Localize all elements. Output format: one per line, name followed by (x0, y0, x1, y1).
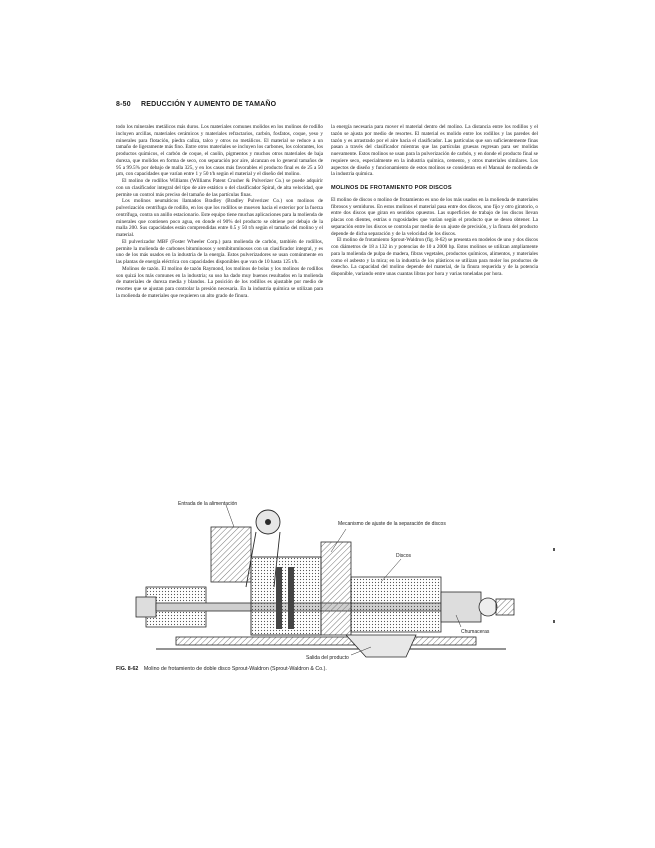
label-outlet: Salida del producto (306, 655, 349, 661)
label-adjust: Mecanismo de ajuste de la separación de discos (338, 521, 446, 527)
disc-left (276, 567, 282, 629)
paragraph: Los molinos neumáticos llamados Bradley (Bradley Pulverizer Co.) son molinos de pulverización centrífuga de rodillo, en los que los rodillos se mueven hacia el exterior por la fuerza centrífuga, contra un anillo estacionario. Este equipo tiene muchas aplicaciones para la molienda de minerales que contienen poco agua, en donde el 90% del producto se obtiene por debajo de la malla 200. Sus capacidades están comprendidas entre 0.5 y 50 t/h según el tamaño del molino y el material. (116, 198, 323, 238)
feed-hopper (211, 527, 251, 582)
disc-right (288, 567, 294, 629)
coupling (479, 598, 497, 616)
paragraph: Molinos de tazón. El molino de tazón Raymond, los molinos de bolas y los molinos de rodillos son quizá los más comunes en la industria; su uso ha dado muy buenos resultados en la molienda de materiales de dureza media y blandos. La posición de los rodillos es ajustable por medio de resortes que se ajustan para controlar la presión necesaria. En la industria química se utilizan para la molienda de materiales que requieren un alto grado de finura. (116, 265, 323, 299)
label-discs: Discos (396, 553, 412, 559)
center-column (321, 542, 351, 635)
machine-base (176, 637, 476, 645)
label-bearings: Chumaceras (461, 629, 490, 635)
paragraph: El molino de frotamiento Sprout-Waldron (fig. 8-62) se presenta en modelos de uno y dos discos con diámetros de 18 a 132 in y potencias de 10 a 2000 hp. Estos molinos se utilizan ampliamente para la molienda de pulpa de madera, fibras vegetales, productos químicos, alimentos, y materiales como el asbesto y la mica; en la industria de los plásticos se utilizan para moler los productos de desecho. La capacidad del molino depende del material, de la finura requerida y de la potencia disponible, variando entre unas cuantas libras por hora y varias toneladas por hora. (331, 237, 538, 277)
margin-mark (553, 620, 555, 623)
disc-casing (251, 557, 321, 635)
caption-text: Molino de frotamiento de doble disco Sprout-Waldron (Sprout-Waldron & Co.). (143, 666, 327, 672)
figure-number: FIG. 8-62 (116, 666, 139, 672)
paragraph: El pulverizador MBF (Foster Wheeler Corp.) para molienda de carbón, también de rodillos, permite la molienda de carbones bituminosos y semibituminosos con un clasificador integral, y es uno de los más usados en la industria de la energía. Estos pulverizadores se usan comúnmente en las plantas de energía eléctrica con capacidades disponibles que van de 10 hasta 125 t/h. (116, 238, 323, 265)
right-housing (351, 577, 441, 632)
right-column (331, 124, 538, 278)
margin-mark (553, 548, 555, 551)
paragraph: El molino de discos o molino de frotamiento es uno de los más usados en la molienda de materiales fibrosos y semiduros. En estos molinos el material pasa entre dos discos, uno fijo y otro giratorio, o entre dos discos que giran en sentidos opuestos. Las superficies de trabajo de los discos llevan placas con dientes, estrías o rugosidades que varían según el producto que se desea obtener. La separación entre los discos se controla por medio de un ajuste de precisión, y la finura del producto depende de dicha separación y de la velocidad de los discos. (331, 196, 538, 237)
figure-disc-mill (116, 497, 540, 662)
paragraph: la energía necesaria para mover el material dentro del molino. La distancia entre los rodillos y el tazón se ajusta por medio de resortes. El material es molido entre los rodillos y las paredes del tazón y es arrastrado por el aire hacia el clasificador. Las partículas que son suficientemente finas pasan a través del clasificador mientras que las partículas gruesas regresan para ser molidas nuevamente. Estos molinos se usan para la pulverización de carbón, y en donde el producto final se requiere seco, especialmente en la industria química, cemento, y otros materiales similares. Los aspectos de diseño y funcionamiento de estos molinos se consideran en el Manual de molienda de la industria química. (331, 124, 538, 178)
paragraph: El molino de rodillos Williams (Williams Patent Crusher & Pulverizer Co.) se puede adquirir con un clasificador integral del tipo de aire estático o del clasificador Spiral, de alta velocidad, que permite un control más preciso del tamaño de las partículas finas. (116, 178, 323, 198)
label-feed: Entrada de la alimentación (178, 501, 238, 507)
disc-mill-drawing (116, 497, 540, 662)
running-head (116, 101, 536, 108)
paragraph: todo los minerales metálicos más duros. Los materiales comunes molidos en los molinos de rodillo incluyen arcillas, materiales cerámicos y materiales refractarios, carbón, fosfatos, coque, yeso y minerales para flotación, piedra caliza, talco y otros no metálicos. El material se reduce a un tamaño de ligeramente más fino. Entre otros materiales se incluyen los carbones, los colorantes, los productos químicos, el carbón de coque, el caolín, pigmentos y muchos otros materiales de baja dureza, que molidos en forma de seco, con separación por aire, alcanzan en lo general tamaños de 95 a 99.5% por debajo de malla 325, y en los casos más favorables el producto final es de 25 a 50 µm, con capacidades que varían entre 1 y 50 t/h según el material y el diseño del molino. (116, 124, 323, 178)
chapter-title: REDUCCIÓN Y AUMENTO DE TAMAÑO (140, 101, 277, 108)
outlet-chute (346, 635, 416, 657)
figure-caption (116, 666, 540, 672)
left-column (116, 124, 323, 300)
section-heading: MOLINOS DE FROTAMIENTO POR DISCOS (331, 185, 452, 191)
page-number: 8-50 (116, 101, 131, 108)
